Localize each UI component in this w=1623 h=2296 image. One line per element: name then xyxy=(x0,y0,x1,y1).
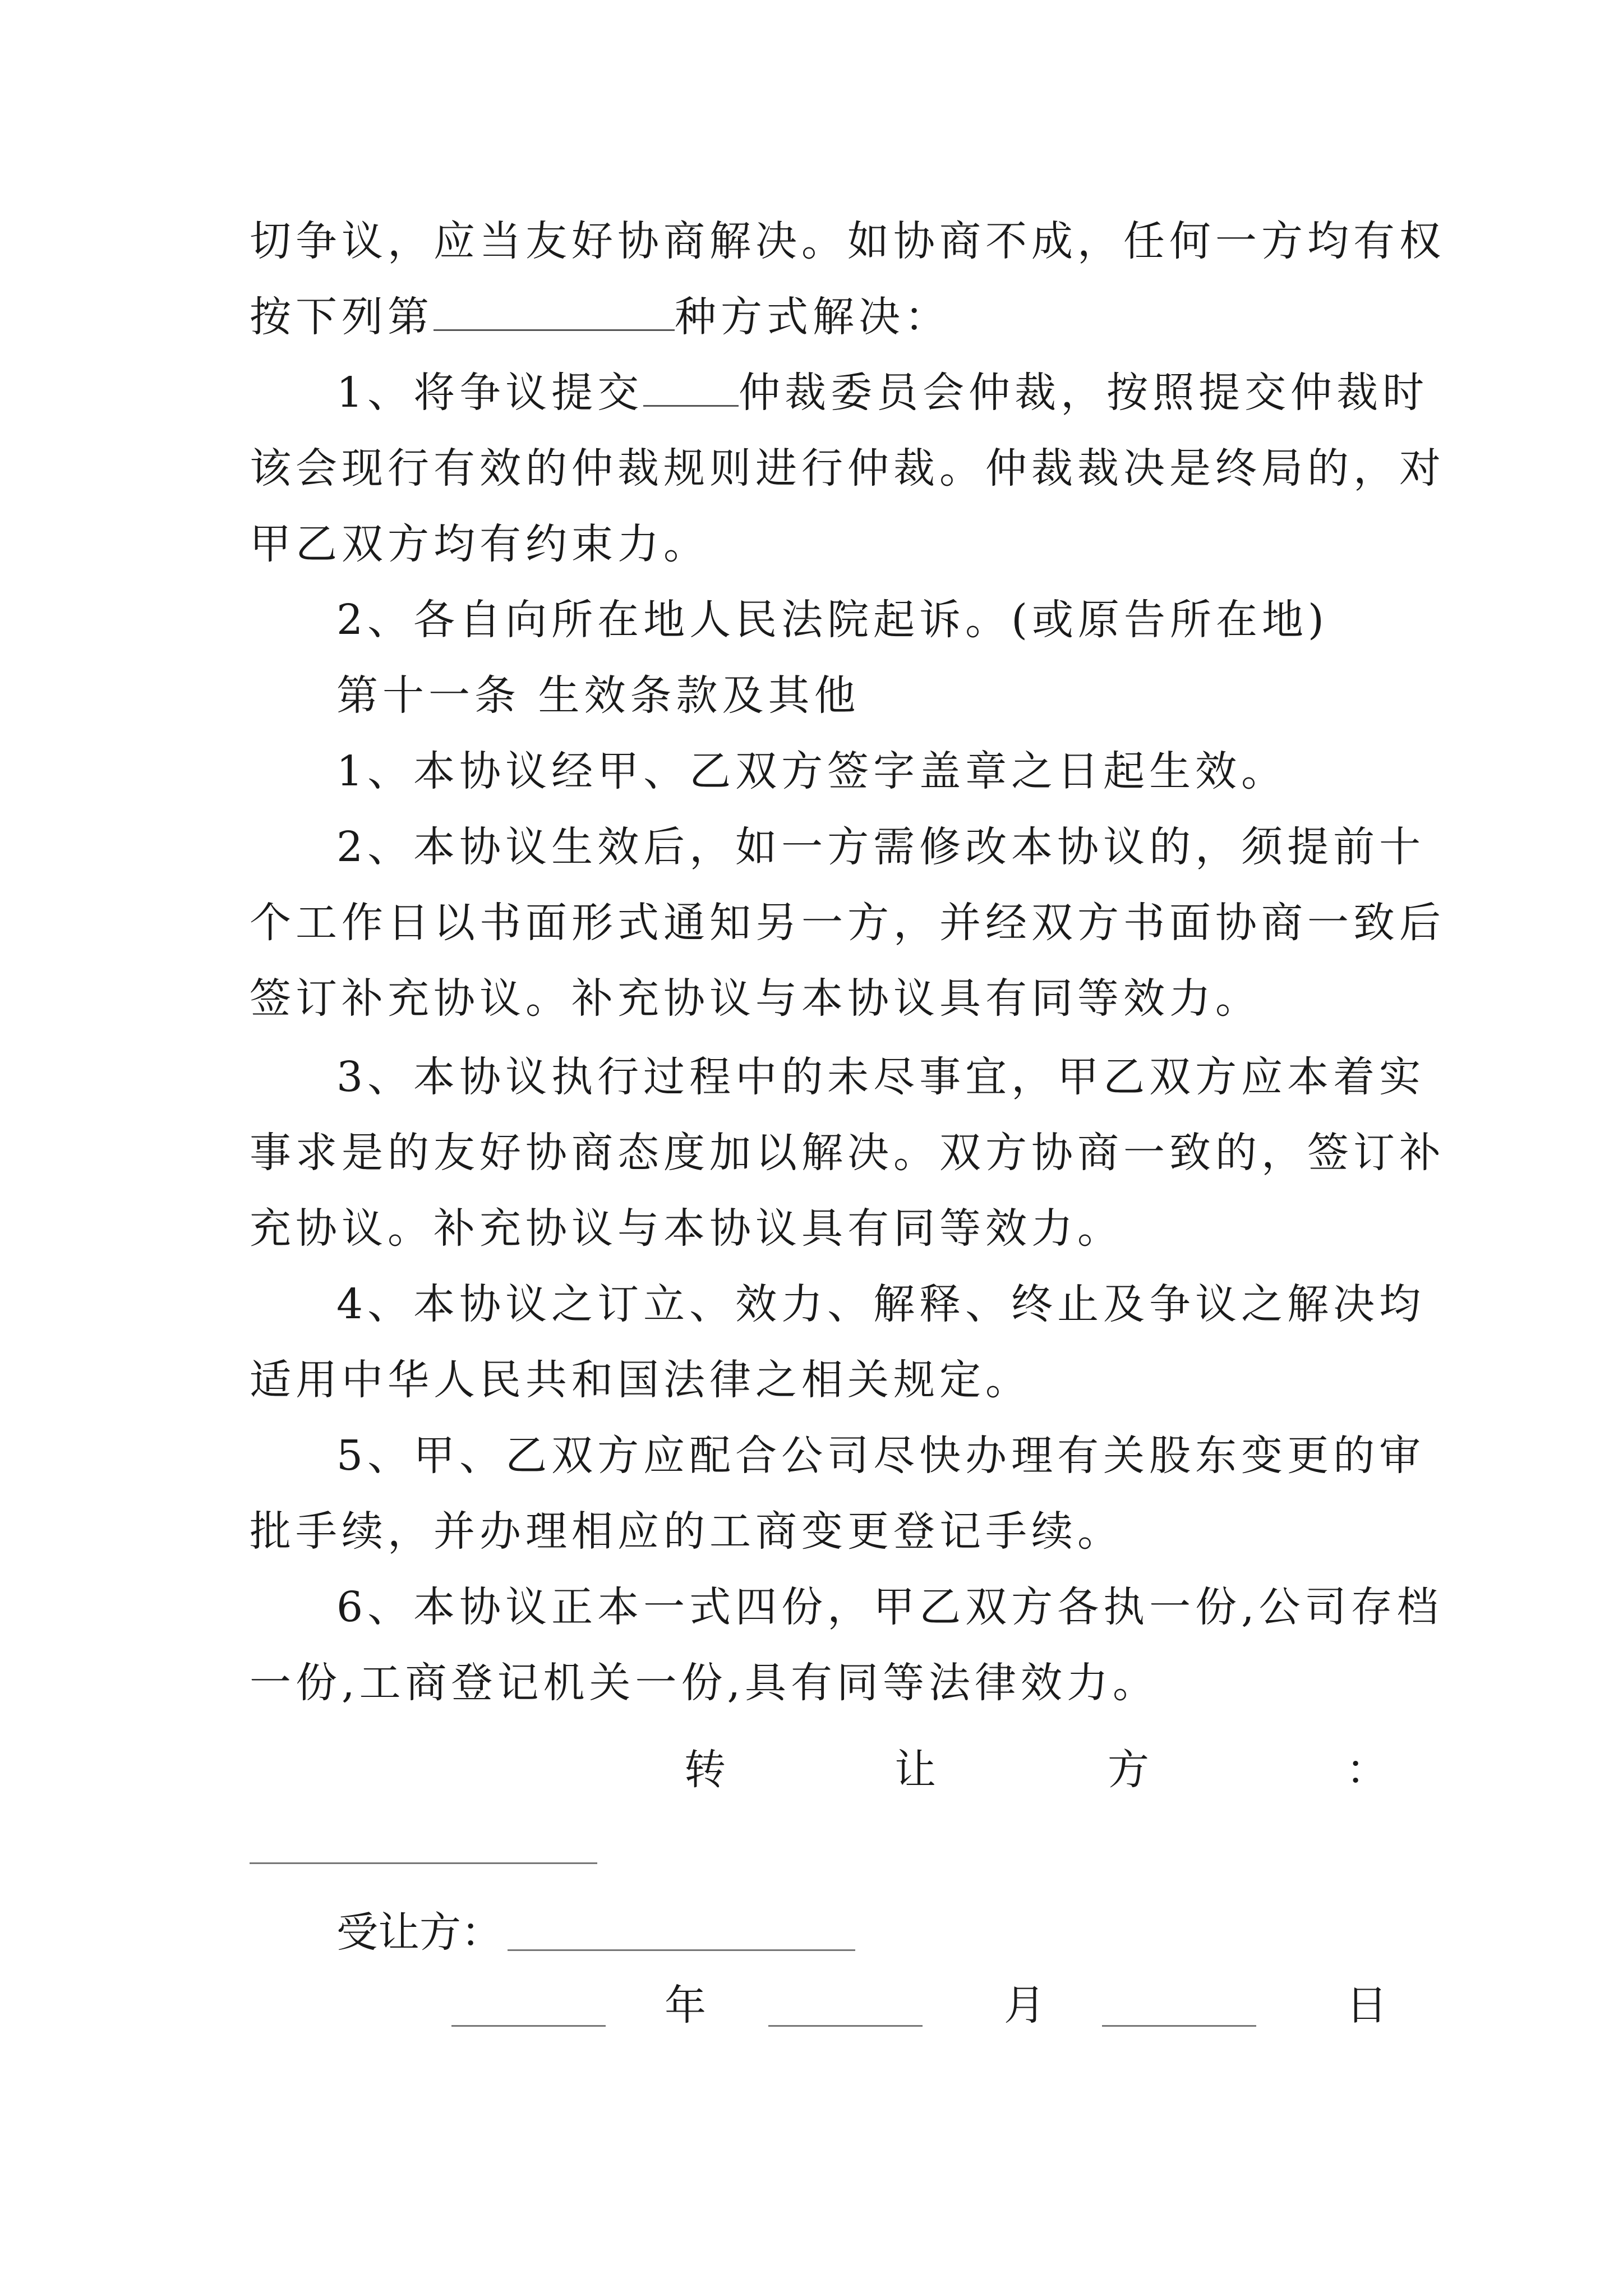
date-year-label: 年 xyxy=(665,1981,706,2030)
paragraph-line: 3、本协议执行过程中的未尽事宜，甲乙双方应本着实 xyxy=(336,1053,1426,1101)
date-row xyxy=(0,1977,1623,2033)
paragraph-line: 6、本协议正本一式四份，甲乙双方各执一份,公司存档 xyxy=(336,1583,1443,1631)
transferor-row xyxy=(0,1742,1623,1798)
transferor-char: ： xyxy=(1346,1746,1387,1794)
paragraph-line: 2、本协议生效后，如一方需修改本协议的，须提前十 xyxy=(336,823,1426,871)
paragraph-line: 批手续，并办理相应的工商变更登记手续。 xyxy=(250,1507,1123,1556)
paragraph-line: 该会现行有效的仲裁规则进行仲裁。仲裁裁决是终局的，对 xyxy=(250,444,1445,493)
article-title: 第十一条 生效条款及其他 xyxy=(336,671,860,720)
paragraph-line: 甲乙双方均有约束力。 xyxy=(250,520,709,568)
text-segment: 仲裁委员会仲裁，按照提交仲裁时 xyxy=(739,369,1429,417)
transferor-signature-line[interactable] xyxy=(250,1862,597,1864)
text-segment: 种方式解决： xyxy=(675,293,951,341)
transferee-row xyxy=(336,1904,1122,1961)
paragraph-line xyxy=(336,365,1429,421)
transferor-char: 方 xyxy=(1108,1746,1149,1794)
paragraph-line: 签订补充协议。补充协议与本协议具有同等效力。 xyxy=(250,974,1261,1023)
paragraph-line xyxy=(250,289,1388,345)
paragraph-line: 2、各自向所在地人民法院起诉。(或原告所在地) xyxy=(336,596,1329,644)
transferor-char: 转 xyxy=(684,1746,726,1794)
fill-blank[interactable] xyxy=(434,290,675,331)
date-day-label: 日 xyxy=(1346,1981,1387,2030)
paragraph-line: 适用中华人民共和国法律之相关规定。 xyxy=(250,1356,1031,1404)
fill-blank[interactable] xyxy=(643,366,739,407)
paragraph-line: 个工作日以书面形式通知另一方，并经双方书面协商一致后 xyxy=(250,899,1445,947)
date-month-label: 月 xyxy=(1004,1981,1045,2030)
paragraph-line: 1、本协议经甲、乙双方签字盖章之日起生效。 xyxy=(336,747,1288,795)
transferor-char: 让 xyxy=(895,1746,936,1794)
paragraph-line: 事求是的友好协商态度加以解决。双方协商一致的，签订补 xyxy=(250,1129,1445,1177)
text-segment: 按下列第 xyxy=(250,293,434,341)
paragraph-line: 一份,工商登记机关一份,具有同等法律效力。 xyxy=(250,1659,1159,1707)
paragraph-line: 切争议，应当友好协商解决。如协商不成，任何一方均有权 xyxy=(250,217,1445,265)
paragraph-line: 4、本协议之订立、效力、解释、终止及争议之解决均 xyxy=(336,1280,1426,1328)
paragraph-line: 5、甲、乙双方应配合公司尽快办理有关股东变更的审 xyxy=(336,1432,1426,1480)
text-segment: 1、将争议提交 xyxy=(336,369,644,417)
transferee-signature-line[interactable] xyxy=(508,1949,855,1951)
transferee-label: 受让方： xyxy=(336,1908,502,1957)
paragraph-line: 充协议。补充协议与本协议具有同等效力。 xyxy=(250,1204,1123,1253)
